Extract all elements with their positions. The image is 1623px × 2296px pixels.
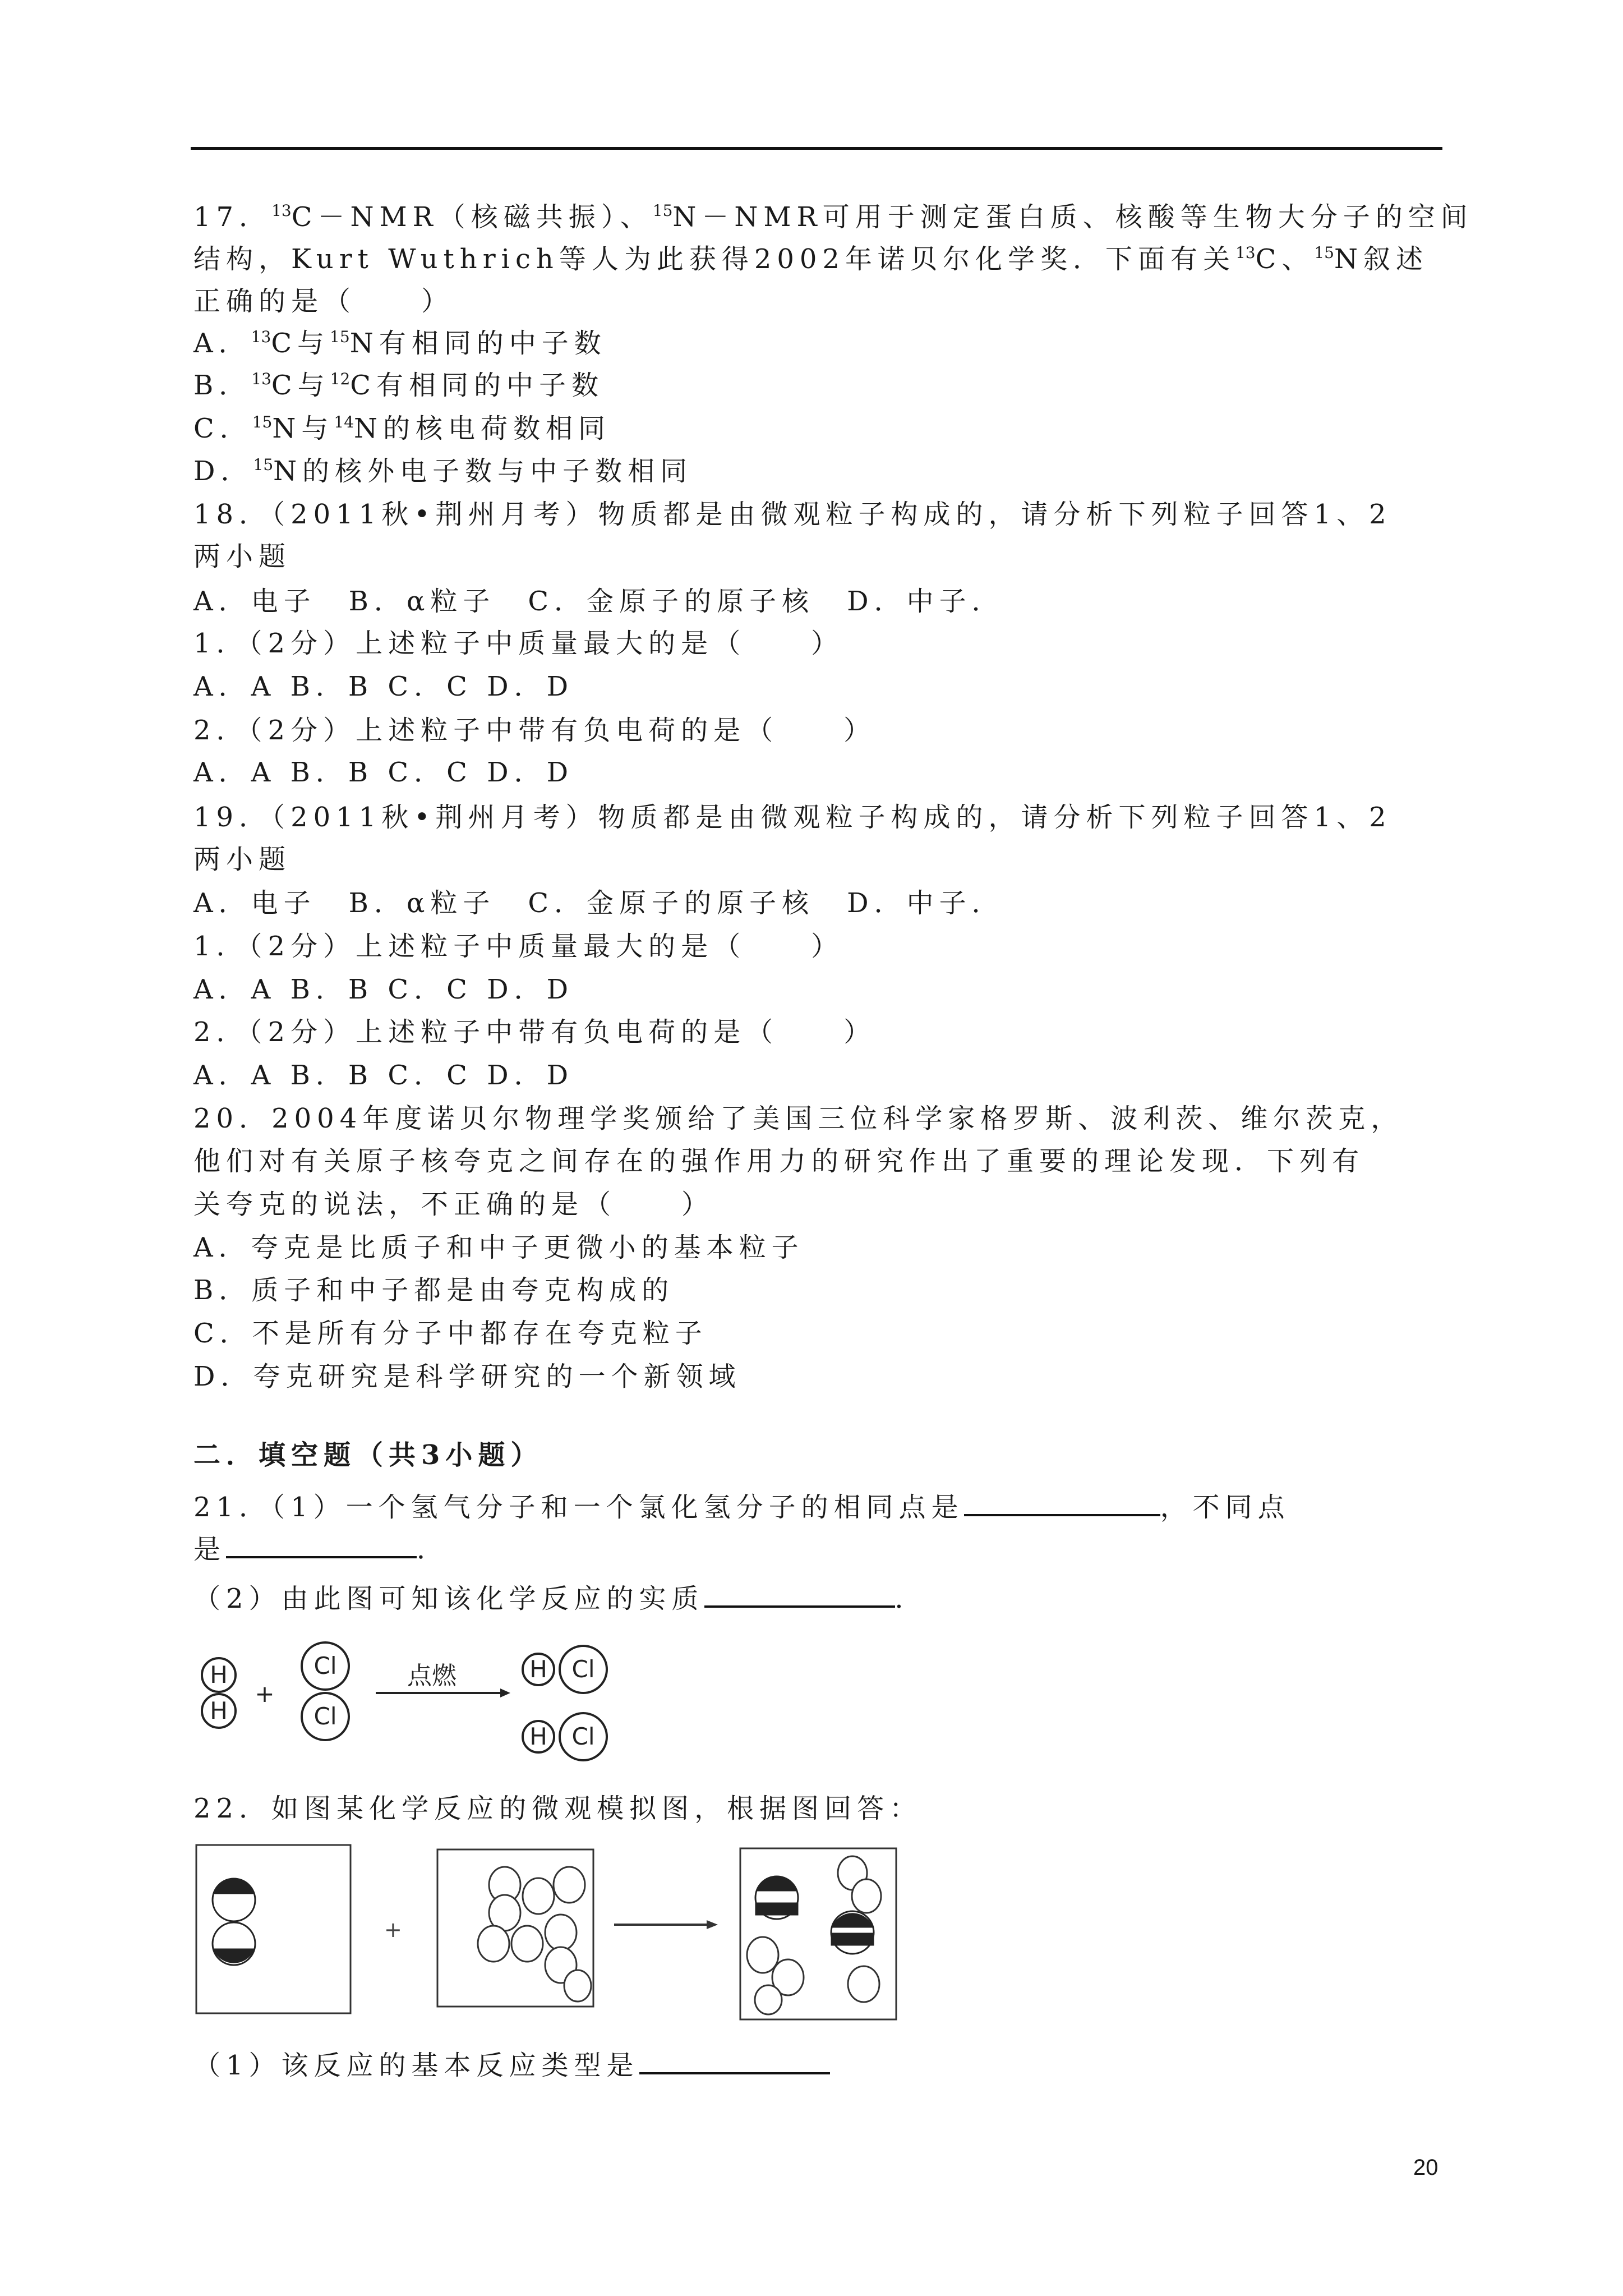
section-title: 二．填空题（共3小题） [193,1439,543,1471]
q19-sub1-options: A．A B．B C．C D．D [193,974,574,1005]
q19-sub2-options: A．A B．B C．C D．D [193,1060,574,1091]
q21-blank-3[interactable] [704,1583,895,1608]
q18-line1: 18．（2011秋•荆州月考）物质都是由微观粒子构成的，请分析下列粒子回答1、2 [193,499,1392,530]
q20-option-d: D．夸克研究是科学研究的一个新领域 [193,1361,741,1392]
q20-line1: 20．2004年度诺贝尔物理学奖颁给了美国三位科学家格罗斯、波利茨、维尔茨克， [193,1103,1404,1134]
cl-label: Cl [571,1655,595,1683]
atom [848,1966,879,2002]
atom [478,1926,509,1962]
q19-particles: A．电子 B．α粒子 C．金原子的原子核 D．中子． [193,887,1004,919]
q18-particles: A．电子 B．α粒子 C．金原子的原子核 D．中子． [193,586,1004,617]
plus-sign: + [384,1917,402,1942]
q19-line1: 19．（2011秋•荆州月考）物质都是由微观粒子构成的，请分析下列粒子回答1、2 [193,802,1392,833]
cl-label: Cl [313,1652,337,1680]
cl-label: Cl [313,1703,337,1730]
q20-option-c: C．不是所有分子中都存在夸克粒子 [193,1318,708,1349]
atom [523,1878,554,1914]
q20-option-b: B．质子和中子都是由夸克构成的 [193,1274,675,1306]
q22-blank-1[interactable] [639,2050,830,2074]
page-number: 20 [1413,2155,1438,2180]
atom [755,1985,782,2014]
q18-sub2: 2．（2分）上述粒子中带有负电荷的是（ ） [193,715,877,746]
q20-line2: 他们对有关原子核夸克之间存在的强作用力的研究作出了重要的理论发现．下列有 [193,1145,1365,1177]
h-label: H [529,1723,547,1750]
atom [554,1867,585,1903]
atom [747,1937,778,1973]
header-rule [191,147,1442,150]
q19-sub1: 1．（2分）上述粒子中质量最大的是（ ） [193,931,844,962]
plus-sign: + [255,1680,275,1708]
q22-sub1: （1）该反应的基本反应类型是 [193,2047,830,2083]
q17-option-b: B．$^{13}$C与$^{12}$C有相同的中子数 [193,370,605,401]
q21-line3: （2）由此图可知该化学反应的实质 ． [193,1583,928,1614]
q18-line2: 两小题 [193,541,292,572]
q17-line3: 正确的是（ ） [193,286,454,317]
q18-sub1-options: A．A B．B C．C D．D [193,671,574,702]
q22-line1: 22．如图某化学反应的微观模拟图，根据图回答： [193,1793,923,1824]
atom [564,1970,591,2001]
q20-option-a: A．夸克是比质子和中子更微小的基本粒子 [193,1232,804,1263]
q17-option-c: C．$^{15}$N与$^{14}$N的核电荷数相同 [193,413,611,444]
atom [545,1915,577,1950]
q17-line1: 17．$^{13}$C－NMR（核磁共振）、$^{15}$N－NMR可用于测定蛋白质、核酸等生物大分子的空间 [193,201,1473,233]
h-label: H [210,1697,228,1724]
cl-label: Cl [571,1723,595,1750]
reaction-condition: 点燃 [407,1662,457,1690]
q19-line2: 两小题 [193,844,292,875]
h-label: H [210,1661,228,1688]
q17-option-d: D．$^{15}$N的核外电子数与中子数相同 [193,455,693,487]
q17-line2: 结构，Kurt Wuthrich等人为此获得2002年诺贝尔化学奖．下面有关$^{13}$C、$^{15}$N叙述 [193,243,1429,275]
q21-line1: 21．（1）一个氢气分子和一个氯化氢分子的相同点是 ，不同点 [193,1492,1290,1523]
q18-sub2-options: A．A B．B C．C D．D [193,757,574,788]
q21-line2: 是 ． [193,1534,450,1565]
atom [852,1879,881,1913]
atom [511,1926,543,1962]
q21-blank-2[interactable] [226,1534,417,1558]
q22-micro-model-figure [191,1837,942,2031]
q21-reaction-figure [191,1632,628,1767]
q20-line3: 关夸克的说法，不正确的是（ ） [193,1189,714,1220]
q18-sub1: 1．（2分）上述粒子中质量最大的是（ ） [193,628,844,659]
q17-option-a: A．$^{13}$C与$^{15}$N有相同的中子数 [193,328,607,359]
q21-blank-1[interactable] [964,1492,1160,1516]
q19-sub2: 2．（2分）上述粒子中带有负电荷的是（ ） [193,1016,877,1048]
h-label: H [529,1655,547,1683]
